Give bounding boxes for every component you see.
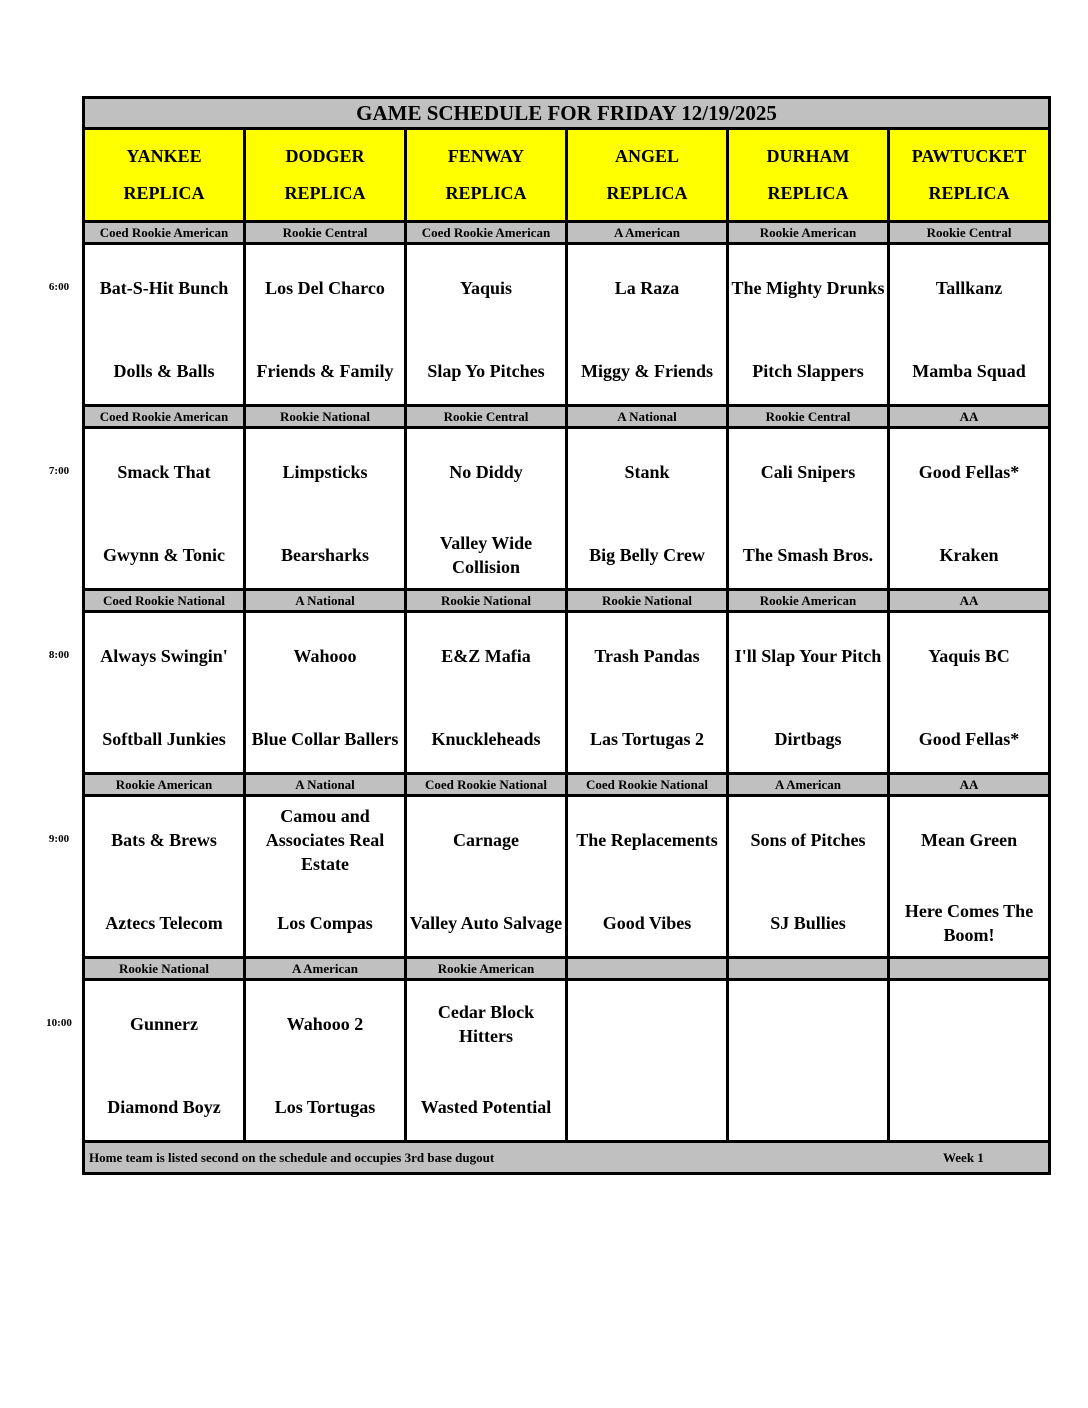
division-label: A American bbox=[245, 958, 406, 980]
time-slot-label: 7:00 bbox=[48, 465, 70, 478]
home-team: Good Fellas* bbox=[918, 728, 1020, 749]
away-team: The Mighty Drunks bbox=[731, 277, 885, 298]
division-label bbox=[889, 958, 1050, 980]
field-subtitle: REPLICA bbox=[928, 183, 1010, 203]
footer-cell bbox=[84, 1142, 1050, 1174]
division-label: Rookie Central bbox=[728, 406, 889, 428]
away-team: Mean Green bbox=[920, 829, 1018, 850]
field-name: YANKEE bbox=[126, 146, 202, 166]
game-cell bbox=[84, 428, 245, 590]
division-label: Coed Rookie American bbox=[406, 222, 567, 244]
game-row bbox=[84, 428, 1050, 590]
field-subtitle: REPLICA bbox=[767, 183, 849, 203]
division-row bbox=[84, 590, 1050, 612]
game-cell bbox=[84, 612, 245, 774]
home-team: Las Tortugas 2 bbox=[589, 728, 705, 749]
away-team: Camou and Associates Real Estate bbox=[265, 805, 385, 874]
game-row bbox=[84, 244, 1050, 406]
field-name: ANGEL bbox=[614, 146, 679, 166]
home-team: SJ Bullies bbox=[770, 912, 846, 933]
away-team: Gunnerz bbox=[129, 1013, 198, 1034]
away-team: Good Fellas* bbox=[918, 461, 1020, 482]
home-team: Diamond Boyz bbox=[107, 1096, 221, 1117]
away-team: Cedar Block Hitters bbox=[437, 1001, 535, 1046]
home-team: Valley Wide Collision bbox=[439, 532, 533, 577]
game-cell bbox=[889, 428, 1050, 590]
division-label: A American bbox=[567, 222, 728, 244]
division-label: Rookie American bbox=[728, 222, 889, 244]
division-label: Rookie Central bbox=[406, 406, 567, 428]
division-label: Coed Rookie American bbox=[84, 406, 245, 428]
field-header-angel bbox=[567, 129, 728, 222]
field-header-row bbox=[84, 129, 1050, 222]
game-cell bbox=[889, 244, 1050, 406]
division-label: Rookie Central bbox=[889, 222, 1050, 244]
division-label: Rookie American bbox=[728, 590, 889, 612]
game-row bbox=[84, 980, 1050, 1142]
away-team: Wahooo bbox=[293, 645, 357, 666]
game-cell bbox=[245, 980, 406, 1142]
division-label: Rookie American bbox=[84, 774, 245, 796]
field-subtitle: REPLICA bbox=[123, 183, 205, 203]
home-team: Wasted Potential bbox=[420, 1096, 552, 1117]
page-title: GAME SCHEDULE FOR FRIDAY 12/19/2025 bbox=[84, 98, 1050, 129]
division-label: Rookie National bbox=[84, 958, 245, 980]
game-cell bbox=[245, 796, 406, 958]
division-label bbox=[567, 958, 728, 980]
game-cell bbox=[245, 428, 406, 590]
week-label: Week 1 bbox=[943, 1149, 984, 1165]
home-team: Good Vibes bbox=[602, 912, 692, 933]
division-label bbox=[728, 958, 889, 980]
field-name: DODGER bbox=[285, 146, 365, 166]
home-team: Here Comes The Boom! bbox=[904, 900, 1034, 945]
home-team: Dolls & Balls bbox=[113, 360, 215, 381]
game-cell bbox=[406, 244, 567, 406]
division-label: Rookie Central bbox=[245, 222, 406, 244]
game-cell bbox=[245, 244, 406, 406]
time-slot-label: 9:00 bbox=[48, 833, 70, 846]
division-label: Rookie National bbox=[406, 590, 567, 612]
away-team: Sons of Pitches bbox=[750, 829, 866, 850]
away-team: Los Del Charco bbox=[265, 277, 385, 298]
division-row bbox=[84, 406, 1050, 428]
away-team: Bats & Brews bbox=[111, 829, 217, 850]
away-team: I'll Slap Your Pitch bbox=[734, 645, 882, 666]
game-cell bbox=[84, 796, 245, 958]
away-team: Stank bbox=[624, 461, 670, 482]
game-cell bbox=[567, 980, 728, 1142]
field-name: PAWTUCKET bbox=[911, 146, 1027, 166]
game-cell bbox=[406, 428, 567, 590]
home-team: Slap Yo Pitches bbox=[427, 360, 545, 381]
game-cell bbox=[567, 428, 728, 590]
game-cell bbox=[728, 612, 889, 774]
field-subtitle: REPLICA bbox=[445, 183, 527, 203]
field-name: FENWAY bbox=[447, 146, 525, 166]
away-team: Yaquis bbox=[459, 277, 513, 298]
time-slot-label: 10:00 bbox=[46, 1017, 72, 1030]
division-row bbox=[84, 774, 1050, 796]
away-team: No Diddy bbox=[449, 461, 523, 482]
game-cell bbox=[728, 796, 889, 958]
away-team: Smack That bbox=[117, 461, 211, 482]
field-header-dodger bbox=[245, 129, 406, 222]
game-cell bbox=[84, 244, 245, 406]
home-team: Los Compas bbox=[277, 912, 373, 933]
away-team: The Replacements bbox=[576, 829, 718, 850]
home-team: Knuckleheads bbox=[431, 728, 541, 749]
division-label: Rookie National bbox=[567, 590, 728, 612]
division-label: AA bbox=[889, 406, 1050, 428]
away-team: La Raza bbox=[614, 277, 680, 298]
away-team: Carnage bbox=[453, 829, 519, 850]
game-cell bbox=[567, 612, 728, 774]
field-header-pawtucket bbox=[889, 129, 1050, 222]
away-team: Bat-S-Hit Bunch bbox=[99, 277, 229, 298]
away-team: E&Z Mafia bbox=[441, 645, 531, 666]
home-team: Aztecs Telecom bbox=[105, 912, 223, 933]
time-slot-label: 6:00 bbox=[48, 281, 70, 294]
home-team: The Smash Bros. bbox=[742, 544, 874, 565]
game-cell bbox=[567, 244, 728, 406]
division-label: A American bbox=[728, 774, 889, 796]
away-team: Tallkanz bbox=[935, 277, 1003, 298]
away-team: Trash Pandas bbox=[594, 645, 700, 666]
home-team: Kraken bbox=[939, 544, 999, 565]
home-team: Los Tortugas bbox=[274, 1096, 376, 1117]
game-cell bbox=[406, 612, 567, 774]
game-cell bbox=[889, 796, 1050, 958]
division-row bbox=[84, 958, 1050, 980]
field-header-durham bbox=[728, 129, 889, 222]
game-cell bbox=[406, 980, 567, 1142]
home-team: Softball Junkies bbox=[102, 728, 226, 749]
division-label: Coed Rookie National bbox=[567, 774, 728, 796]
away-team: Limpsticks bbox=[282, 461, 368, 482]
field-header-fenway bbox=[406, 129, 567, 222]
game-row bbox=[84, 796, 1050, 958]
game-cell bbox=[889, 980, 1050, 1142]
schedule-table bbox=[82, 96, 1051, 1175]
home-team: Mamba Squad bbox=[912, 360, 1026, 381]
game-cell bbox=[728, 980, 889, 1142]
game-cell bbox=[84, 980, 245, 1142]
game-cell bbox=[728, 244, 889, 406]
division-label: Rookie American bbox=[406, 958, 567, 980]
game-cell bbox=[245, 612, 406, 774]
home-team: Blue Collar Ballers bbox=[251, 728, 399, 749]
home-team-note: Home team is listed second on the schedule and occupies 3rd base dugout bbox=[89, 1149, 495, 1165]
home-team: Miggy & Friends bbox=[581, 360, 713, 381]
home-team: Big Belly Crew bbox=[589, 544, 705, 565]
division-label: A National bbox=[245, 590, 406, 612]
home-team: Friends & Family bbox=[256, 360, 394, 381]
division-row bbox=[84, 222, 1050, 244]
game-cell bbox=[567, 796, 728, 958]
game-cell bbox=[889, 612, 1050, 774]
time-slot-label: 8:00 bbox=[48, 649, 70, 662]
division-label: Coed Rookie American bbox=[84, 222, 245, 244]
division-label: Rookie National bbox=[245, 406, 406, 428]
field-subtitle: REPLICA bbox=[284, 183, 366, 203]
division-label: AA bbox=[889, 774, 1050, 796]
game-cell bbox=[728, 428, 889, 590]
home-team: Pitch Slappers bbox=[752, 360, 864, 381]
division-label: Coed Rookie National bbox=[84, 590, 245, 612]
game-cell bbox=[406, 796, 567, 958]
away-team: Cali Snipers bbox=[760, 461, 856, 482]
game-row bbox=[84, 612, 1050, 774]
field-subtitle: REPLICA bbox=[606, 183, 688, 203]
division-label: AA bbox=[889, 590, 1050, 612]
field-header-yankee bbox=[84, 129, 245, 222]
away-team: Always Swingin' bbox=[100, 645, 228, 666]
home-team: Valley Auto Salvage bbox=[409, 912, 563, 933]
division-label: A National bbox=[567, 406, 728, 428]
division-label: Coed Rookie National bbox=[406, 774, 567, 796]
footer-row bbox=[84, 1142, 1050, 1174]
home-team: Bearsharks bbox=[280, 544, 369, 565]
field-name: DURHAM bbox=[766, 146, 850, 166]
home-team: Dirtbags bbox=[774, 728, 842, 749]
home-team: Gwynn & Tonic bbox=[102, 544, 226, 565]
away-team: Wahooo 2 bbox=[286, 1013, 364, 1034]
division-label: A National bbox=[245, 774, 406, 796]
away-team: Yaquis BC bbox=[928, 645, 1010, 666]
